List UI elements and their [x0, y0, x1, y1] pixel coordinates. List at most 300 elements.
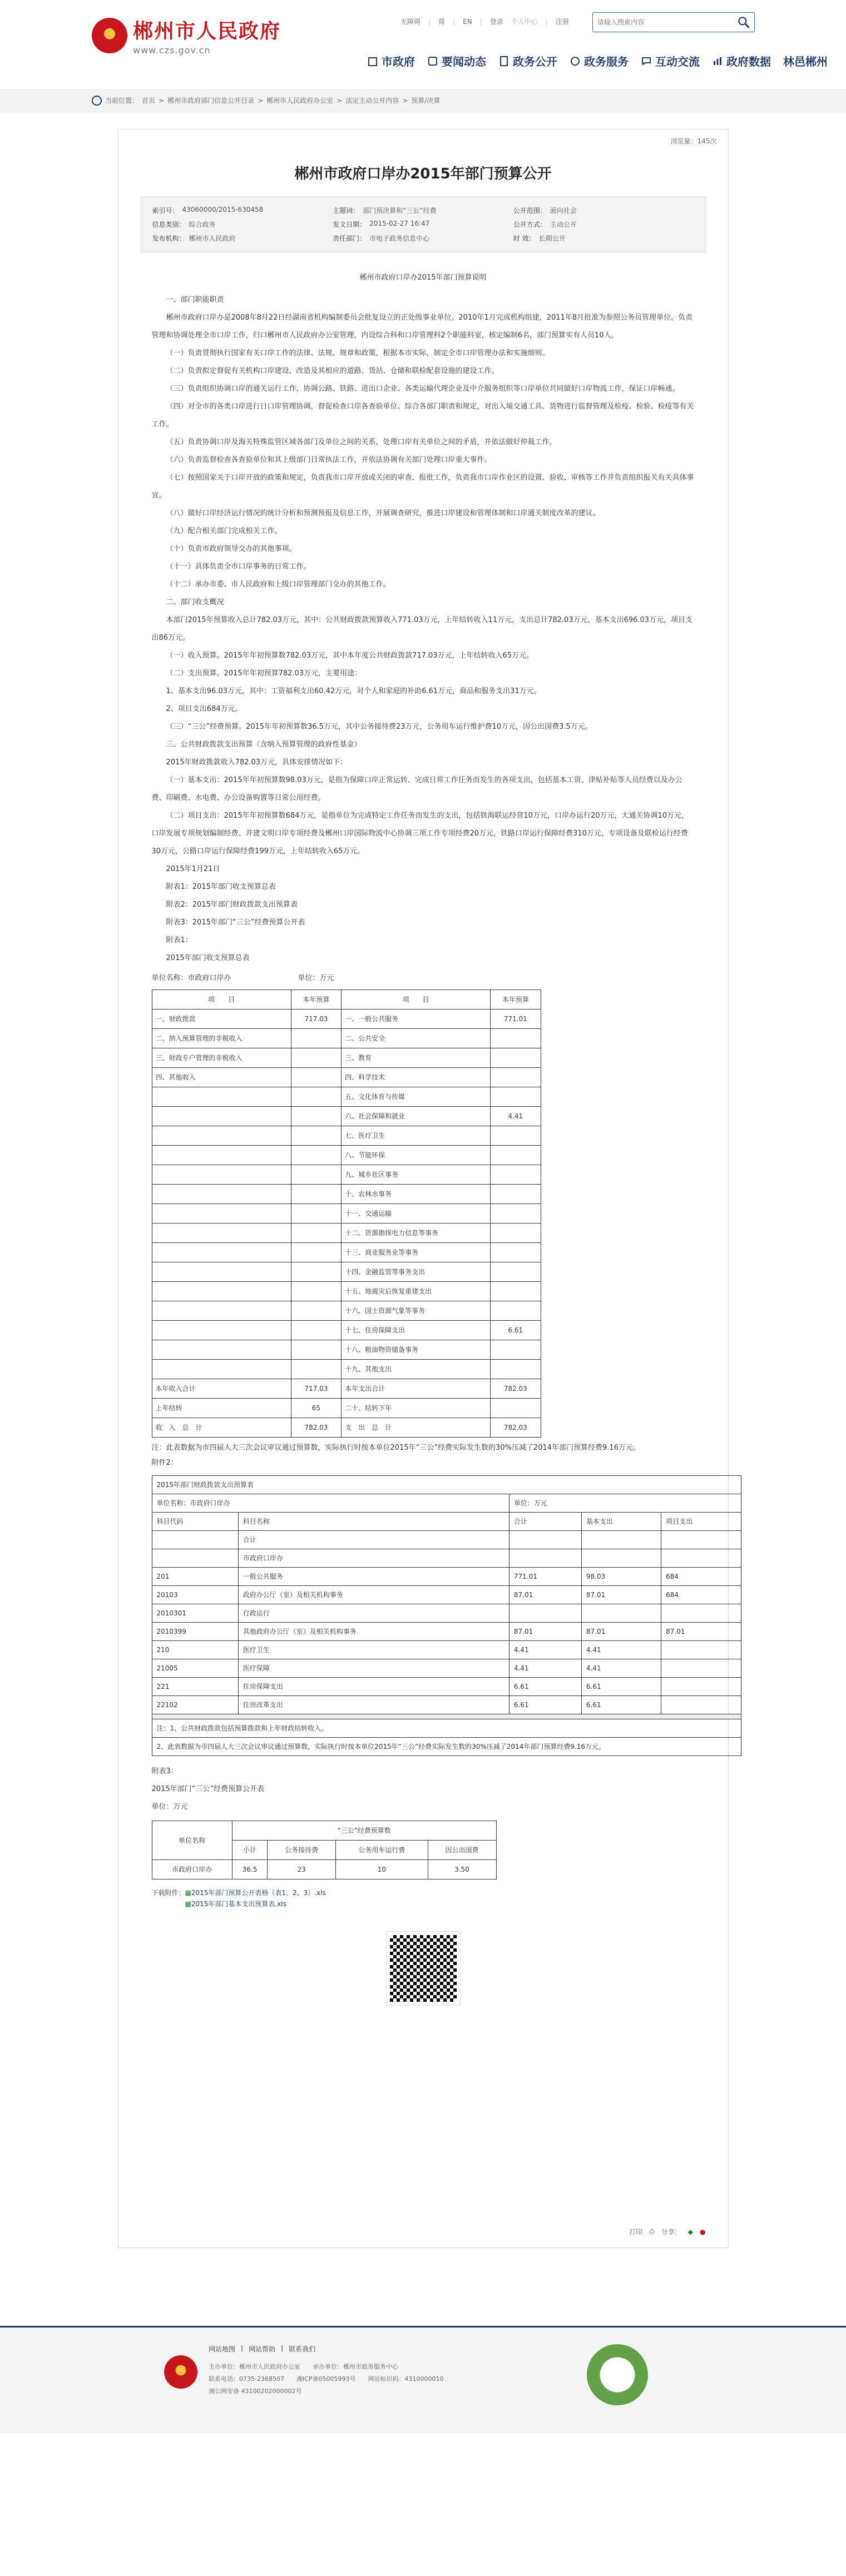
printer-icon[interactable]: ⎙: [649, 2227, 655, 2235]
table-cell: [152, 1321, 291, 1340]
table-cell: [491, 1068, 541, 1087]
table-cell: 87.01: [581, 1623, 661, 1641]
table2-title: 2015年部门财政拨款支出预算表: [152, 1476, 741, 1494]
revenue-expenditure-table: [152, 989, 541, 1438]
table-cell: 四、其他收入: [152, 1068, 291, 1087]
simplified-link[interactable]: 简: [438, 18, 446, 26]
table-cell: 771.01: [491, 1009, 541, 1029]
table-cell: 行政运行: [238, 1604, 509, 1623]
share-icon[interactable]: ●: [700, 2227, 706, 2236]
table-cell: 十五、地震灾后恢复重建支出: [342, 1282, 491, 1301]
table-row: [152, 1204, 541, 1224]
table1-unit-name: 单位名称：市政府口岸办: [151, 974, 231, 982]
main-nav: [367, 53, 828, 69]
table2-unit-name: 单位名称：市政府口岸办: [152, 1494, 509, 1513]
nav-item-interaction[interactable]: [641, 53, 700, 69]
nav-label: 互动交流: [655, 55, 700, 68]
table-row: [152, 1262, 541, 1282]
table1-unit: 单位：万元: [298, 974, 334, 982]
table-cell: 4.41: [491, 1107, 541, 1126]
table-cell: [491, 1087, 541, 1107]
table-cell: [491, 1029, 541, 1048]
table-row: [152, 1301, 541, 1321]
table-cell: [661, 1604, 741, 1623]
table-cell: [581, 1604, 661, 1623]
site-domain: www.czs.gov.cn: [133, 45, 211, 56]
table2-header: 科目名称: [238, 1513, 509, 1531]
table-cell: 八、节能环保: [342, 1146, 491, 1165]
table-row: [152, 1696, 741, 1714]
table1-header: 本年预算: [491, 990, 541, 1009]
table-row: [152, 1321, 541, 1340]
table-cell: [152, 1107, 291, 1126]
table-cell: [491, 1340, 541, 1360]
footer-link-sitemap[interactable]: 网站地图: [209, 2345, 236, 2353]
footer-info-line: 湘公网安备 43100202000002号: [209, 2388, 302, 2395]
data-icon: [712, 56, 723, 67]
nav-item-data[interactable]: [712, 53, 771, 69]
table-cell: 6.61: [509, 1696, 581, 1714]
nav-item-services[interactable]: [570, 53, 629, 69]
table-cell: 市政府口岸办: [152, 1860, 232, 1879]
meta-field: 公开范围： 面向社会: [513, 207, 577, 215]
table-cell: 十二、资源勘探电力信息等事务: [342, 1224, 491, 1243]
table-cell: [291, 1340, 341, 1360]
table-cell: 十七、住房保障支出: [342, 1321, 491, 1340]
table-cell: [291, 1146, 341, 1165]
table-cell: [291, 1087, 341, 1107]
print-button[interactable]: 打印: [629, 2228, 643, 2236]
table-cell: 二十、结转下年: [342, 1399, 491, 1418]
table-row: [152, 1340, 541, 1360]
article-title: 郴州市政府口岸办2015年部门预算公开: [294, 166, 552, 182]
table-cell: [291, 1185, 341, 1204]
table-row: [152, 1029, 541, 1048]
nav-item-news[interactable]: [427, 53, 486, 69]
table-cell: 七、医疗卫生: [342, 1126, 491, 1146]
table2-unit: 单位：万元: [509, 1494, 741, 1513]
table-cell: 支 出 总 计: [342, 1418, 491, 1438]
table1-header: 项 目: [342, 990, 491, 1009]
breadcrumb-item[interactable]: 法定主动公开内容: [345, 97, 399, 105]
paragraph: （六）负责监督检查各查验单位和其上级部门日常执法工作，并依法协调有关部门处理口岸重大事件。: [166, 456, 492, 464]
table-cell: 六、社会保障和就业: [342, 1107, 491, 1126]
table-cell: 十三、商业服务业等事务: [342, 1243, 491, 1262]
breadcrumb-label: 当前位置：: [105, 97, 139, 105]
table2-header: 科目代码: [152, 1513, 238, 1531]
nav-label: 政务公开: [513, 55, 557, 68]
table-cell: 782.03: [291, 1418, 341, 1438]
table3-header: 因公出国费: [428, 1841, 496, 1860]
table-cell: [291, 1282, 341, 1301]
table-row: [152, 1418, 541, 1438]
attachment-link[interactable]: 2015年部门预算公开表格（表1、2、3）.xls: [191, 1889, 326, 1897]
table3-header: 单位名称: [152, 1821, 232, 1860]
table-cell: [491, 1185, 541, 1204]
table-cell: 政府办公厅（室）及相关机构事务: [238, 1586, 509, 1604]
paragraph-list: [152, 291, 695, 967]
paragraph: （三）“三公”经费预算。2015年年初预算数36.5万元，其中公务接待费23万元，公务用车运行维护费10万元，因公出国费3.5万元。: [166, 723, 592, 731]
table-cell: 二、纳入预算管理的非税收入: [152, 1029, 291, 1048]
table-cell: [152, 1165, 291, 1185]
table-cell: [152, 1087, 291, 1107]
table-cell: 98.03: [581, 1568, 661, 1586]
table-cell: 87.01: [509, 1623, 581, 1641]
table-cell: 十九、其他支出: [342, 1360, 491, 1379]
table-cell: 782.03: [491, 1418, 541, 1438]
paragraph: （二）负责拟定督促有关机构口岸建设、改造及其相应的道路、货站、仓储和联检配套设施的建设工作。: [166, 367, 499, 375]
table-cell: [291, 1321, 341, 1340]
excel-icon: ▦: [185, 1900, 191, 1908]
table-cell: 6.61: [581, 1696, 661, 1714]
table-cell: [291, 1301, 341, 1321]
meta-field: 时 效： 长期公开: [513, 235, 566, 242]
footer-link-help[interactable]: 网站帮助: [249, 2345, 276, 2353]
table-cell: 87.01: [661, 1623, 741, 1641]
site-name: 郴州市人民政府: [133, 20, 281, 43]
qr-code: [387, 1932, 460, 2005]
table-cell: 10: [336, 1860, 428, 1879]
breadcrumb-item[interactable]: 郴州市人民政府办公室: [266, 97, 334, 105]
table3-header: 公务用车运行费: [336, 1841, 428, 1860]
table-cell: 一般公共服务: [238, 1568, 509, 1586]
table-cell: [291, 1165, 341, 1185]
table-cell: 九、城乡社区事务: [342, 1165, 491, 1185]
building-icon: [367, 56, 378, 67]
paragraph: （八）做好口岸经济运行情况的统计分析和预测预报及信息工作，开展调查研究，推进口岸建设和管理体制和口岸通关制度改革的建议。: [166, 509, 600, 518]
table-row: [152, 1360, 541, 1379]
table-cell: [661, 1641, 741, 1659]
table-cell: [291, 1262, 341, 1282]
table-cell: 210: [152, 1641, 238, 1659]
table-cell: [661, 1696, 741, 1714]
paragraph: 一、部门职能职责: [166, 296, 224, 304]
table-cell: [152, 1340, 291, 1360]
paragraph: 三、公共财政拨款支出预算（含纳入预算管理的政府性基金）: [166, 740, 362, 749]
table-cell: [661, 1549, 741, 1568]
meta-field: 发布机构： 郴州市人民政府: [152, 235, 236, 242]
table-cell: 十六、国土资源气象等事务: [342, 1301, 491, 1321]
paragraph: （五）负责协调口岸及海关特殊监管区域各部门及单位之间的关系，处理口岸有关单位之间的矛盾，并依法做好仲裁工作。: [166, 438, 557, 446]
table-cell: [291, 1107, 341, 1126]
table-cell: [491, 1399, 541, 1418]
meta-field: 责任部门： 市电子政务信息中心: [333, 235, 430, 242]
paragraph: （四）对全市的各类口岸进行日口岸管理协调，督促检查口岸各查验单位、综合各部门职责和规定，对出入境交通工具、货物进行监督管理及检疫、检验、检疫等有关工作。: [151, 402, 694, 429]
paragraph: （三）负责组织协调口岸的通关运行工作，协调公路、铁路、进出口企业、各类运输代理企业及中介服务组织等口岸单位共同做好口岸物流工作，保证口岸畅通。: [166, 385, 680, 393]
table-cell: [152, 1549, 238, 1568]
table-cell: [491, 1360, 541, 1379]
table-cell: 2010399: [152, 1623, 238, 1641]
table-cell: 684: [661, 1568, 741, 1586]
personal-center-link[interactable]: 个人中心: [511, 18, 538, 26]
table-row: [152, 1379, 541, 1399]
table-cell: [509, 1531, 581, 1549]
paragraph: （七）按照国家关于口岸开放的政策和规定，负责我市口岸开放或关闭的审查、报批工作，负责我市口岸作业区的设置、验收、审核等工作并负责组织报关有关具体事宜。: [151, 474, 694, 500]
table-row: [152, 1659, 741, 1678]
paragraph: 二、部门收支概况: [166, 598, 224, 606]
paragraph: 本部门2015年预算收入总计782.03万元，其中：公共财政拨款预算收入771.03万元，上年结转收入11万元，支出总计782.03万元，基本支出696.03万元，项目支出86万元。: [151, 616, 693, 642]
table-row: [152, 1048, 541, 1068]
footer-info-line: 主办单位：郴州市人民政府办公室 承办单位：郴州市政务服务中心: [209, 2363, 398, 2370]
table-row: [152, 1531, 741, 1549]
paragraph: （一）基本支出：2015年年初预算数98.03万元，是指为保障口岸正常运转、完成日常工作任务而发生的各项支出，包括基本工资、津贴补贴等人员经费以及办公费、印刷费、水电费、办公设备购置等日常公用经费。: [151, 776, 682, 802]
site-header: [0, 0, 846, 89]
table-cell: [509, 1549, 581, 1568]
table-cell: [152, 1146, 291, 1165]
table3-header: “三公”经费预算数: [232, 1821, 496, 1841]
site-footer: [0, 2326, 846, 2433]
table-cell: [152, 1126, 291, 1146]
table-cell: 20103: [152, 1586, 238, 1604]
table-cell: 医疗卫生: [238, 1641, 509, 1659]
table-cell: 十八、粮油物资储备事务: [342, 1340, 491, 1360]
paragraph: 附表2：2015年部门财政拨款支出预算表: [166, 901, 298, 909]
table-cell: 三、财政专户管理的非税收入: [152, 1048, 291, 1068]
register-link[interactable]: 注册: [555, 18, 569, 26]
paragraph: （一）负责贯彻执行国家有关口岸工作的法律、法规、规章和政策，根据本市实际，制定全市口岸管理办法和实施细则。: [166, 349, 550, 357]
table-cell: 771.01: [509, 1568, 581, 1586]
table-row: [152, 1549, 741, 1568]
table-cell: [152, 1301, 291, 1321]
table-cell: [581, 1531, 661, 1549]
table-cell: 6.61: [491, 1321, 541, 1340]
paragraph: （二）支出预算。2015年年初预算782.03万元，主要用途：: [166, 669, 362, 678]
share-bar: [629, 2227, 705, 2236]
table3-title: 2015年部门“三公”经费预算公开表: [151, 1785, 265, 1793]
table-row: [152, 1087, 541, 1107]
attachments: [118, 1879, 728, 1909]
paragraph: （十）负责市政府领导交办的其他事项。: [166, 545, 296, 553]
table-cell: [291, 1243, 341, 1262]
table-cell: 本年收入合计: [152, 1379, 291, 1399]
table-cell: 五、文化体育与传媒: [342, 1087, 491, 1107]
table2-header: 项目支出: [661, 1513, 741, 1531]
three-public-expense-table: [152, 1821, 497, 1879]
nav-label: 林邑郴州: [783, 55, 828, 68]
table-cell: 4.41: [581, 1659, 661, 1678]
table-cell: [152, 1531, 238, 1549]
meta-field: 发文日期： 2015-02-27 16:47: [333, 220, 430, 228]
table-cell: 3.50: [428, 1860, 496, 1879]
table-row: [152, 1860, 496, 1879]
table-row: [152, 1604, 741, 1623]
breadcrumb-item[interactable]: 预算/决算: [411, 97, 441, 105]
table-row: [152, 1146, 541, 1165]
table-cell: 221: [152, 1678, 238, 1696]
table-row: [152, 1107, 541, 1126]
paragraph: （十一）具体负责全市口岸事务的日常工作。: [166, 563, 311, 571]
site-logo[interactable]: [92, 16, 281, 56]
table-cell: 住房保障支出: [238, 1678, 509, 1696]
table-cell: 87.01: [509, 1586, 581, 1604]
accessibility-link[interactable]: 无障碍: [400, 18, 421, 26]
table-cell: [509, 1604, 581, 1623]
table-cell: [152, 1282, 291, 1301]
table1-header: 本年预算: [291, 990, 341, 1009]
table-row: [152, 1165, 541, 1185]
nav-label: 要闻动态: [442, 55, 486, 68]
table-cell: [152, 1204, 291, 1224]
article-panel: [118, 129, 729, 2248]
meta-field: 索引号： 43060000/2015-630458: [152, 206, 264, 215]
table1-header: 项 目: [152, 990, 291, 1009]
paragraph: 2、项目支出684万元。: [166, 705, 243, 713]
nav-item-city-government[interactable]: [367, 53, 415, 69]
table-cell: [291, 1048, 341, 1068]
paragraph: （二）项目支出：2015年年初预算数684万元，是指单位为完成特定工作任务而发生的支出，包括铁海联运经营10万元，口岸办运行20万元，大通关协调10万元，口岸发展专项规划编制经费、并建文明口岸专项经费及郴州口岸国际物流中心协调三项工作专项经费20万元，铁路口岸运行保障经费310万元，专项设备及联检运行经费30万元，公路口岸运行保障经费199万元，上年结转收入65万元。: [151, 812, 689, 856]
service-icon: [570, 56, 581, 67]
attachments-label: 下载附件：: [151, 1889, 185, 1897]
table-cell: [152, 1243, 291, 1262]
table-cell: [491, 1301, 541, 1321]
meta-field: 公开方式： 主动公开: [513, 221, 577, 228]
table-cell: 医疗保障: [238, 1659, 509, 1678]
table-cell: 收 入 总 计: [152, 1418, 291, 1438]
paragraph: 附表3：2015年部门“三公”经费预算公开表: [166, 918, 305, 927]
table-cell: 23: [268, 1860, 336, 1879]
table-cell: 4.41: [509, 1659, 581, 1678]
table2-note: 2、此表数据为市四届人大三次会议审议通过预算数，实际执行时按本单位2015年“三公”经费实际发生数的30%压减了2014年部门预算经费9.16万元。: [152, 1738, 741, 1756]
paragraph: （十二）承办市委、市人民政府和上级口岸管理部门交办的其他工作。: [166, 580, 390, 589]
paragraph: 1、基本支出96.03万元，其中：工资福利支出60.42万元，对个人和家庭的补助6.61万元，商品和服务支出31万元。: [166, 687, 541, 695]
table-cell: [661, 1678, 741, 1696]
table-cell: 合计: [238, 1531, 509, 1549]
location-icon: [92, 96, 102, 106]
search-box: [592, 12, 755, 32]
attachment-link[interactable]: 2015年部门基本支出预算表.xls: [191, 1900, 286, 1908]
table-cell: [491, 1204, 541, 1224]
footer-link-contact[interactable]: 联系我们: [289, 2345, 316, 2353]
nav-item-open-government[interactable]: [498, 53, 557, 69]
nav-label: 市政府: [382, 55, 415, 68]
table-cell: 本年支出合计: [342, 1379, 491, 1399]
table-cell: [291, 1068, 341, 1087]
table-cell: 36.5: [232, 1860, 268, 1879]
table-row: [152, 1586, 741, 1604]
table-cell: [152, 1224, 291, 1243]
news-icon: [427, 56, 438, 67]
table-cell: 65: [291, 1399, 341, 1418]
table-row: [152, 1399, 541, 1418]
table-cell: 一、财政拨款: [152, 1009, 291, 1029]
table-cell: 一、一般公共服务: [342, 1009, 491, 1029]
table2-header: 基本支出: [581, 1513, 661, 1531]
table2-header: 合计: [509, 1513, 581, 1531]
table-row: [152, 1282, 541, 1301]
table-cell: 十、农林水事务: [342, 1185, 491, 1204]
table-cell: [491, 1146, 541, 1165]
footer-info: [209, 2361, 443, 2398]
paragraph: 2015年财政拨款收入782.03万元，具体安排情况如下：: [166, 758, 348, 767]
chat-icon: [641, 56, 652, 67]
excel-icon: ▦: [185, 1889, 191, 1897]
search-input[interactable]: [593, 18, 736, 27]
paragraph: 郴州市政府口岸办是2008年8月22日经湖南省机构编制委员会批复设立的正处级事业单位。2010年1月完成机构组建，2011年8月批准为参照公务员管理单位。负责管理和协调处理全市口岸工作，归口郴州市人民政府办公室管理，内设综合科和口岸管理科2个职能科室，核定编制6名，部门预算实有人员10人。: [151, 314, 693, 340]
table-cell: 22102: [152, 1696, 238, 1714]
content-heading: 郴州市政府口岸办2015年部门预算说明: [359, 273, 487, 282]
table-cell: 717.03: [291, 1379, 341, 1399]
share-label: 分享：: [661, 2228, 681, 2236]
table-row: [152, 1243, 541, 1262]
login-link[interactable]: 登录: [489, 18, 503, 26]
paragraph: （九）配合相关部门完成相关工作。: [166, 527, 282, 535]
paragraph: （一）收入预算。2015年年初预算数782.03万元，其中本年度公共财政拨款717.03万元，上年结转收入65万元。: [166, 652, 534, 660]
table-cell: 二、公共安全: [342, 1029, 491, 1048]
table-cell: 684: [661, 1586, 741, 1604]
utility-links: 无障碍 | 简 | EN | 登录 个人中心 | 注册: [400, 17, 569, 26]
nav-item-linyi-chenzhou[interactable]: [783, 53, 828, 69]
table-row: [152, 1185, 541, 1204]
table-cell: 6.61: [509, 1678, 581, 1696]
table-cell: 6.61: [581, 1678, 661, 1696]
table-cell: [291, 1224, 341, 1243]
table-cell: 市政府口岸办: [238, 1549, 509, 1568]
table-cell: 十一、交通运输: [342, 1204, 491, 1224]
table-cell: 782.03: [491, 1379, 541, 1399]
table-cell: [491, 1224, 541, 1243]
article-meta: [141, 196, 706, 252]
paragraph: 2015年1月21日: [166, 865, 220, 873]
table-row: [152, 1224, 541, 1243]
document-icon: [498, 56, 509, 67]
table-cell: 4.41: [581, 1641, 661, 1659]
table-cell: [291, 1204, 341, 1224]
gov-site-badge-icon[interactable]: [587, 2344, 648, 2405]
table-cell: [661, 1531, 741, 1549]
table-row: [152, 1678, 741, 1696]
table-cell: [152, 1185, 291, 1204]
breadcrumb-item[interactable]: 首页: [142, 97, 156, 105]
appendix3-label: 附表3：: [151, 1767, 178, 1776]
table-row: [152, 1126, 541, 1146]
table-cell: [491, 1165, 541, 1185]
table-cell: 四、科学技术: [342, 1068, 491, 1087]
meta-field: 主题词： 部门预决算和“三公”经费: [333, 207, 437, 215]
paragraph: 附表1：: [166, 936, 192, 944]
paragraph: 附表1：2015年部门收支预算总表: [166, 883, 276, 891]
table3-unit: 单位：万元: [151, 1803, 188, 1811]
paragraph: 2015年部门收支预算总表: [166, 954, 250, 962]
table2-note: 注：1、公共财政拨款包括预算拨款和上年财政结转收入。: [152, 1719, 741, 1738]
table-cell: [291, 1126, 341, 1146]
table-cell: 21005: [152, 1659, 238, 1678]
table-cell: [491, 1282, 541, 1301]
share-icon[interactable]: ◆: [687, 2227, 694, 2236]
table-row: [152, 1641, 741, 1659]
table-row: [152, 1568, 741, 1586]
table3-header: 小计: [232, 1841, 268, 1860]
table-cell: [661, 1659, 741, 1678]
table-row: [152, 1009, 541, 1029]
table-cell: [152, 1360, 291, 1379]
english-link[interactable]: EN: [463, 17, 472, 26]
table-cell: 201: [152, 1568, 238, 1586]
fiscal-expenditure-table: [152, 1475, 741, 1756]
footer-links: 网站地图 | 网站帮助 | 联系我们: [209, 2344, 316, 2353]
table-cell: [491, 1243, 541, 1262]
search-icon[interactable]: [736, 15, 751, 29]
table-cell: 住房改革支出: [238, 1696, 509, 1714]
breadcrumb-item[interactable]: 郴州市政府部门信息公开目录: [167, 97, 255, 105]
table-cell: [491, 1262, 541, 1282]
nav-label: 政务服务: [584, 55, 629, 68]
table-cell: [581, 1549, 661, 1568]
table-cell: [491, 1126, 541, 1146]
table-cell: 其他政府办公厅（室）及相关机构事务: [238, 1623, 509, 1641]
table-cell: 4.41: [509, 1641, 581, 1659]
table-cell: [291, 1360, 341, 1379]
nav-label: 政府数据: [726, 55, 771, 68]
